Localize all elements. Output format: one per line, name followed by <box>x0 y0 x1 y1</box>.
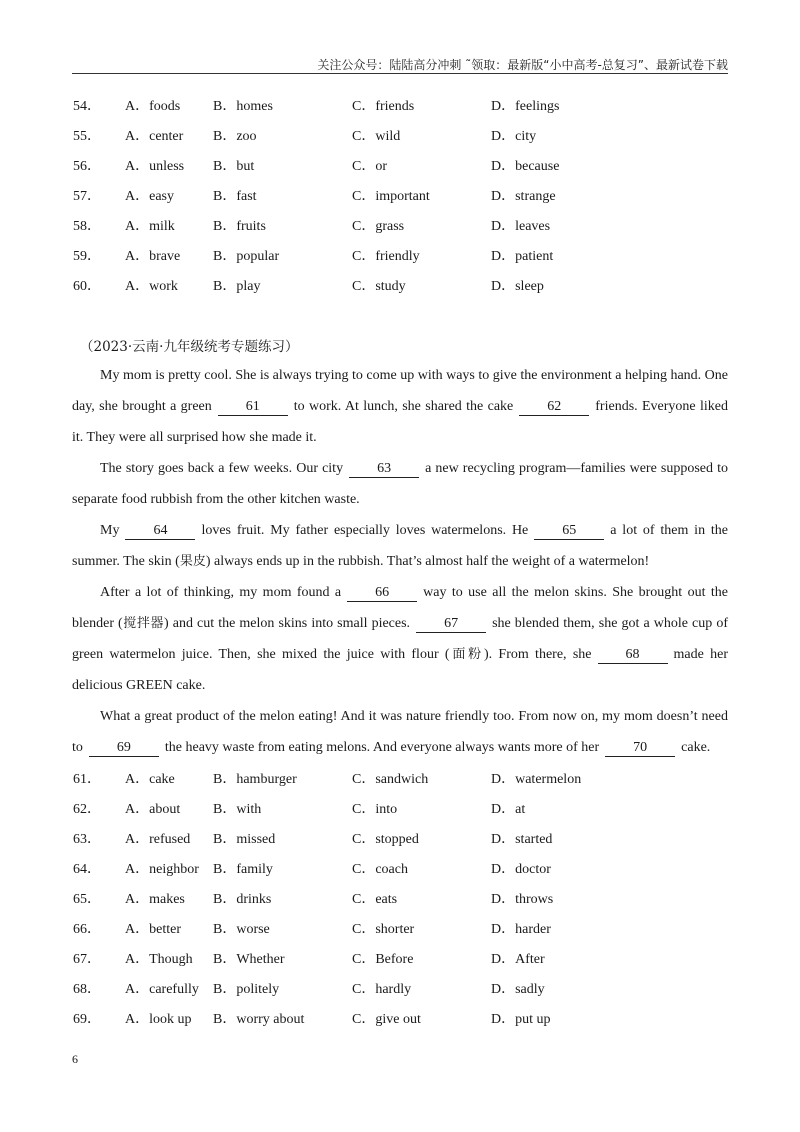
option-c[interactable]: C．into <box>352 802 398 817</box>
option-c[interactable]: C．friends <box>352 99 415 114</box>
question-number: 56． <box>73 159 101 174</box>
option-b[interactable]: B．missed <box>213 832 276 847</box>
option-c[interactable]: C．sandwich <box>352 772 429 787</box>
text: she blended them, she got a whole cup of green watermelon juice. Then, she mixed the juice with flour ( <box>72 616 728 662</box>
question-row <box>73 825 733 855</box>
question-number: 58． <box>73 219 101 234</box>
option-d[interactable]: D．doctor <box>491 862 551 877</box>
option-b[interactable]: B．Whether <box>213 952 285 967</box>
option-b[interactable]: B．with <box>213 802 262 817</box>
text: the heavy waste from eating melons. And everyone always wants more of her <box>164 740 600 755</box>
page-number: 6 <box>72 1052 78 1066</box>
question-number: 54． <box>73 99 101 114</box>
option-d[interactable]: D．leaves <box>491 219 551 234</box>
question-row <box>73 182 733 212</box>
option-c[interactable]: C．friendly <box>352 249 420 264</box>
blank-69[interactable]: 69 <box>89 739 159 757</box>
blank-67[interactable]: 67 <box>416 615 486 633</box>
option-d[interactable]: D．strange <box>491 189 556 204</box>
option-a[interactable]: A．better <box>125 922 181 937</box>
option-c[interactable]: C．eats <box>352 892 398 907</box>
text: to work. At lunch, she shared the cake <box>293 399 514 414</box>
question-row <box>73 795 733 825</box>
text: friends. Everyone liked it. They were all surprised how she made it. <box>72 399 729 445</box>
text: What a great product of the melon eating! And it was nature friendly too. From now on, my mom doesn’t need to <box>72 709 728 755</box>
blank-66[interactable]: 66 <box>347 584 417 602</box>
blank-64[interactable]: 64 <box>125 522 195 540</box>
question-number: 66． <box>73 922 101 937</box>
option-b[interactable]: B．hamburger <box>213 772 297 787</box>
option-a[interactable]: A．foods <box>125 99 181 114</box>
option-a[interactable]: A．center <box>125 129 184 144</box>
text: ). From there, she <box>483 647 592 662</box>
question-row <box>73 212 733 242</box>
question-row <box>73 152 733 182</box>
blank-70[interactable]: 70 <box>605 739 675 757</box>
text: My mom is pretty cool. She is always trying to come up with ways to give the environment a helping hand. One day, she brought a green <box>72 368 728 414</box>
option-b[interactable]: B．zoo <box>213 129 257 144</box>
option-c[interactable]: C．or <box>352 159 387 174</box>
paragraph-1 <box>72 360 728 453</box>
option-d[interactable]: D．watermelon <box>491 772 582 787</box>
option-d[interactable]: D．started <box>491 832 553 847</box>
option-a[interactable]: A．carefully <box>125 982 199 997</box>
question-row <box>73 272 733 302</box>
option-c[interactable]: C．coach <box>352 862 408 877</box>
question-number: 59． <box>73 249 101 264</box>
option-b[interactable]: B．play <box>213 279 261 294</box>
question-number: 65． <box>73 892 101 907</box>
text: way to use all the melon skins. She brought out the blender ( <box>72 585 728 631</box>
question-row <box>73 885 733 915</box>
option-d[interactable]: D．After <box>491 952 545 967</box>
question-row <box>73 122 733 152</box>
option-d[interactable]: D．at <box>491 802 526 817</box>
option-a[interactable]: A．refused <box>125 832 191 847</box>
blank-68[interactable]: 68 <box>598 646 668 664</box>
gloss: 果皮 <box>179 554 206 569</box>
option-b[interactable]: B．family <box>213 862 273 877</box>
question-number: 62． <box>73 802 101 817</box>
question-number: 69． <box>73 1012 101 1027</box>
option-b[interactable]: B．politely <box>213 982 280 997</box>
blank-65[interactable]: 65 <box>534 522 604 540</box>
option-d[interactable]: D．feelings <box>491 99 560 114</box>
option-a[interactable]: A．easy <box>125 189 174 204</box>
text: ) and cut the melon skins into small pieces. <box>164 616 411 631</box>
question-row <box>73 1005 733 1035</box>
option-b[interactable]: B．drinks <box>213 892 272 907</box>
option-d[interactable]: D．sleep <box>491 279 544 294</box>
option-d[interactable]: D．city <box>491 129 537 144</box>
option-c[interactable]: C．Before <box>352 952 414 967</box>
option-a[interactable]: A．work <box>125 279 178 294</box>
blank-61[interactable]: 61 <box>218 398 288 416</box>
question-number: 57． <box>73 189 101 204</box>
header-divider <box>72 73 728 74</box>
option-a[interactable]: A．unless <box>125 159 185 174</box>
gloss: 面粉 <box>449 647 484 662</box>
paragraph-4 <box>72 577 728 701</box>
option-d[interactable]: D．put up <box>491 1012 551 1027</box>
cloze-passage <box>72 360 728 763</box>
option-d[interactable]: D．because <box>491 159 560 174</box>
option-b[interactable]: B．worry about <box>213 1012 305 1027</box>
options-list-top <box>73 92 733 302</box>
option-c[interactable]: C．study <box>352 279 406 294</box>
text: cake. <box>681 740 711 755</box>
option-c[interactable]: C．wild <box>352 129 401 144</box>
option-a[interactable]: A．Though <box>125 952 193 967</box>
paragraph-3 <box>72 515 728 577</box>
question-number: 60． <box>73 279 101 294</box>
option-b[interactable]: B．fruits <box>213 219 266 234</box>
option-b[interactable]: B．but <box>213 159 255 174</box>
question-number: 67． <box>73 952 101 967</box>
option-c[interactable]: C．grass <box>352 219 405 234</box>
option-b[interactable]: B．popular <box>213 249 280 264</box>
text: The story goes back a few weeks. Our city <box>100 461 344 476</box>
text: made her delicious GREEN cake. <box>72 647 728 693</box>
gloss: 搅拌器 <box>122 616 165 631</box>
option-d[interactable]: D．harder <box>491 922 551 937</box>
option-d[interactable]: D．patient <box>491 249 554 264</box>
text: a new recycling program—families were supposed to separate food rubbish from the other kitchen waste. <box>72 461 728 507</box>
option-a[interactable]: A．cake <box>125 772 175 787</box>
question-number: 63． <box>73 832 101 847</box>
question-number: 68． <box>73 982 101 997</box>
option-d[interactable]: D．throws <box>491 892 554 907</box>
blank-62[interactable]: 62 <box>519 398 589 416</box>
text: After a lot of thinking, my mom found a <box>100 585 342 600</box>
page-header: 关注公众号：陆陆高分冲刺 ˜领取：最新版“小中高考-总复习”、最新试卷下载 <box>317 58 728 72</box>
option-b[interactable]: B．fast <box>213 189 257 204</box>
text: loves fruit. My father especially loves watermelons. He <box>201 523 529 538</box>
option-b[interactable]: B．worse <box>213 922 270 937</box>
paragraph-5 <box>72 701 728 763</box>
option-c[interactable]: C．hardly <box>352 982 412 997</box>
option-a[interactable]: A．milk <box>125 219 175 234</box>
option-c[interactable]: C．important <box>352 189 430 204</box>
option-a[interactable]: A．look up <box>125 1012 192 1027</box>
question-row <box>73 765 733 795</box>
question-number: 55． <box>73 129 101 144</box>
question-row <box>73 915 733 945</box>
question-row <box>73 242 733 272</box>
question-row <box>73 945 733 975</box>
source-label: （2023·云南·九年级统考专题练习） <box>80 339 299 355</box>
question-number: 61． <box>73 772 101 787</box>
question-number: 64． <box>73 862 101 877</box>
options-list-bottom <box>73 765 733 1035</box>
paragraph-2 <box>72 453 728 515</box>
option-a[interactable]: A．makes <box>125 892 185 907</box>
question-row <box>73 975 733 1005</box>
option-c[interactable]: C．shorter <box>352 922 415 937</box>
option-b[interactable]: B．homes <box>213 99 273 114</box>
option-a[interactable]: A．about <box>125 802 181 817</box>
option-a[interactable]: A．neighbor <box>125 862 199 877</box>
question-row <box>73 855 733 885</box>
text: My <box>100 523 120 538</box>
text: ) always ends up in the rubbish. That’s almost half the weight of a watermelon! <box>205 554 650 569</box>
text: a lot of them in the summer. The skin ( <box>72 523 728 569</box>
option-c[interactable]: C．stopped <box>352 832 419 847</box>
blank-63[interactable]: 63 <box>349 460 419 478</box>
option-c[interactable]: C．give out <box>352 1012 421 1027</box>
option-d[interactable]: D．sadly <box>491 982 545 997</box>
option-a[interactable]: A．brave <box>125 249 181 264</box>
question-row <box>73 92 733 122</box>
